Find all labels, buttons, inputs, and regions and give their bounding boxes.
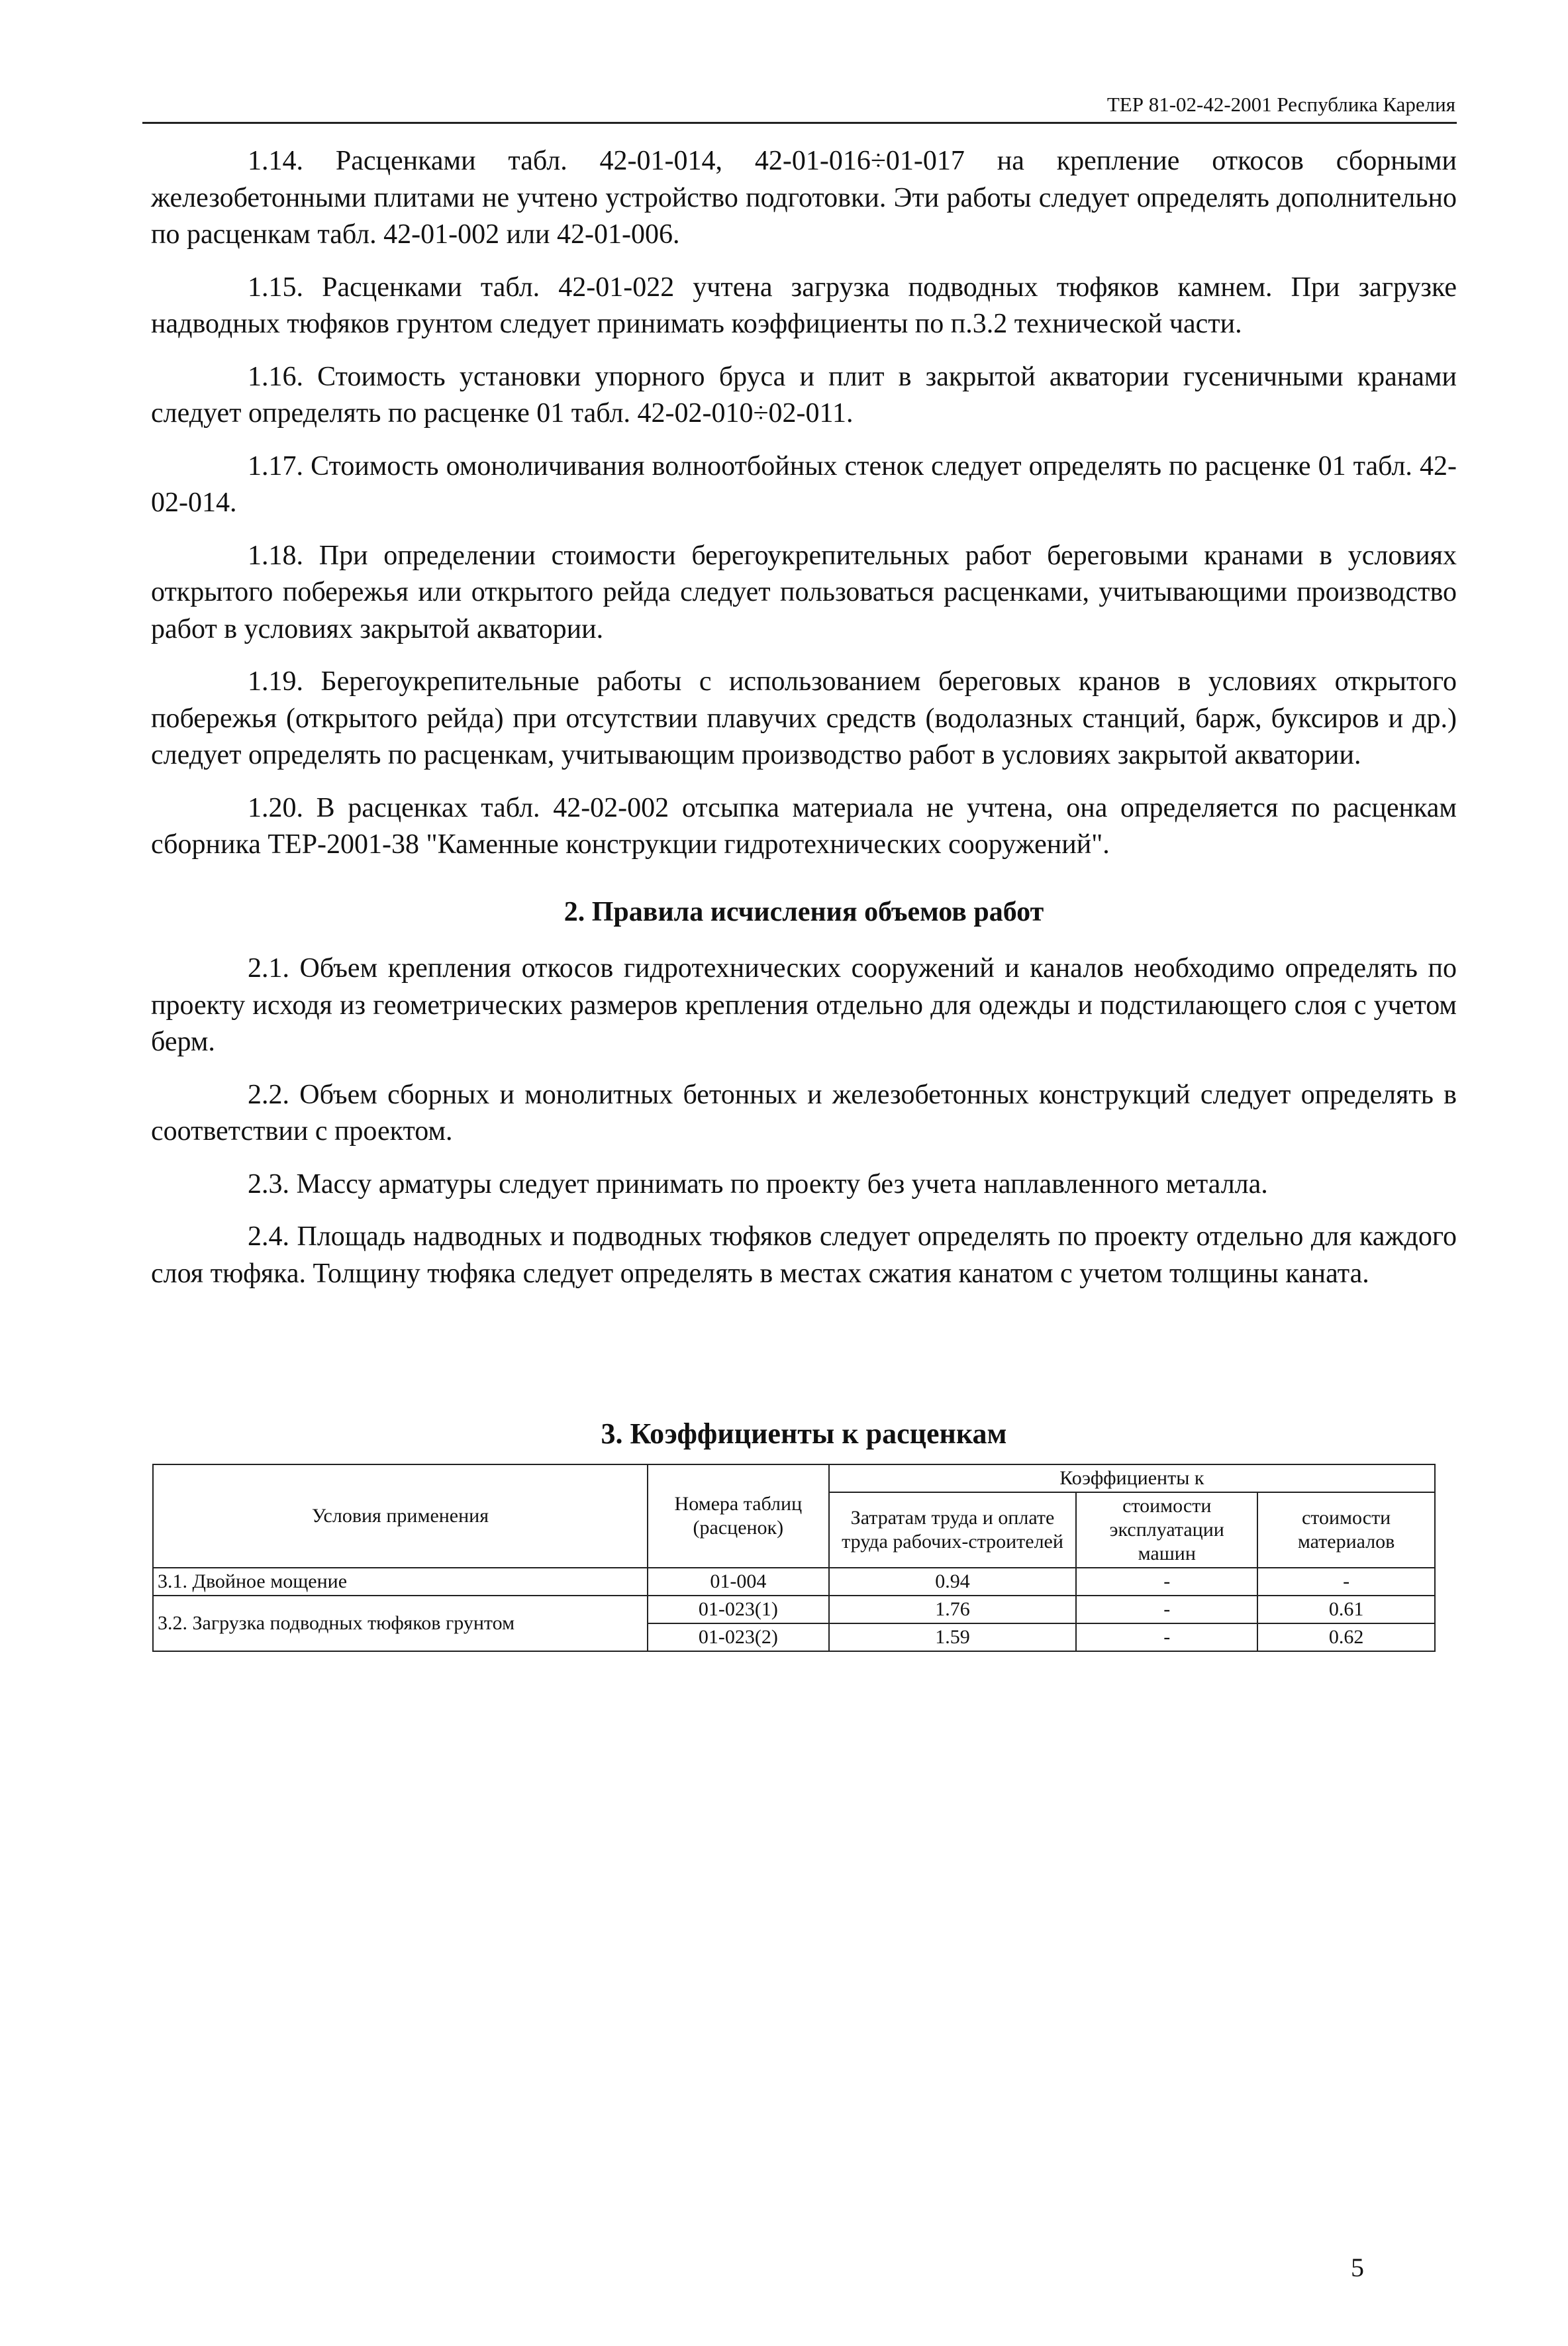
row2a-table-no: 01-023(1) xyxy=(648,1596,829,1623)
header-machines: стоимости эксплуатации машин xyxy=(1076,1492,1257,1568)
page-number: 5 xyxy=(1351,2253,1364,2282)
row1-materials: - xyxy=(1257,1568,1435,1596)
paragraph-2-1: 2.1. Объем крепления откосов гидротехнических сооружений и каналов необходимо определять по проекту исходя из геометрических размеров крепления отдельно для одежды и подстилающего слоя с учетом берм. xyxy=(151,953,1457,1057)
page-header xyxy=(142,78,1457,124)
table-row xyxy=(153,1596,1435,1623)
header-coefficients-group: Коэффициенты к xyxy=(829,1464,1435,1492)
row2a-materials: 0.61 xyxy=(1257,1596,1435,1623)
row1-labor: 0.94 xyxy=(829,1568,1077,1596)
row2-condition: 3.2. Загрузка подводных тюфяков грунтом xyxy=(153,1596,648,1651)
paragraph-1-14: 1.14. Расценками табл. 42-01-014, 42-01-016÷01-017 на крепление откосов сборными железобетонными плитами не учтено устройство подготовки. Эти работы следует определять дополнительно по расценкам табл. 42-01-002 или 42-01-006. xyxy=(151,146,1457,250)
document-code: ТЕР 81-02-42-2001 Республика Карелия xyxy=(1106,93,1455,116)
row2b-table-no: 01-023(2) xyxy=(648,1623,829,1651)
paragraph-1-15: 1.15. Расценками табл. 42-01-022 учтена загрузка подводных тюфяков камнем. При загрузке надводных тюфяков грунтом следует принимать коэффициенты по п.3.2 технической части. xyxy=(151,272,1457,339)
section-2-heading: 2. Правила исчисления объемов работ xyxy=(564,896,1044,927)
paragraph-2-4: 2.4. Площадь надводных и подводных тюфяков следует определять по проекту отдельно для каждого слоя тюфяка. Толщину тюфяка следует определять в местах сжатия канатом с учетом толщины каната. xyxy=(151,1221,1457,1289)
row1-table-no: 01-004 xyxy=(648,1568,829,1596)
section-3-heading: 3. Коэффициенты к расценкам xyxy=(601,1417,1007,1450)
header-table-numbers: Номера таблиц (расценок) xyxy=(648,1464,829,1568)
coefficients-table xyxy=(152,1464,1436,1652)
row2b-materials: 0.62 xyxy=(1257,1623,1435,1651)
row2b-machines: - xyxy=(1076,1623,1257,1651)
paragraph-1-18: 1.18. При определении стоимости берегоукрепительных работ береговыми кранами в условиях открытого побережья или открытого рейда следует пользоваться расценками, учитывающими производство работ в условиях закрытой акватории. xyxy=(151,540,1457,644)
paragraph-2-3: 2.3. Массу арматуры следует принимать по проекту без учета наплавленного металла. xyxy=(248,1168,1268,1199)
paragraph-1-16: 1.16. Стоимость установки упорного бруса и плит в закрытой акватории гусеничными кранами следует определять по расценке 01 табл. 42-02-010÷02-011. xyxy=(151,361,1457,429)
row2b-labor: 1.59 xyxy=(829,1623,1077,1651)
row2a-machines: - xyxy=(1076,1596,1257,1623)
paragraph-2-2: 2.2. Объем сборных и монолитных бетонных и железобетонных конструкций следует определять в соответствии с проектом. xyxy=(151,1079,1457,1147)
header-labor: Затратам труда и оплате труда рабочих-строителей xyxy=(829,1492,1077,1568)
paragraph-1-20: 1.20. В расценках табл. 42-02-002 отсыпка материала не учтена, она определяется по расценкам сборника ТЕР-2001-38 "Каменные конструкции гидротехнических сооружений". xyxy=(151,792,1457,860)
table-header-row xyxy=(153,1464,1435,1492)
row1-condition: 3.1. Двойное мощение xyxy=(153,1568,648,1596)
table-row xyxy=(153,1568,1435,1596)
row2a-labor: 1.76 xyxy=(829,1596,1077,1623)
paragraph-1-19: 1.19. Берегоукрепительные работы с использованием береговых кранов в условиях открытого побережья (открытого рейда) при отсутствии плавучих средств (водолазных станций, барж, буксиров и др.) следует определять по расценкам, учитывающим производство работ в условиях закрытой акватории. xyxy=(151,666,1457,770)
row1-machines: - xyxy=(1076,1568,1257,1596)
paragraph-1-17: 1.17. Стоимость омоноличивания волноотбойных стенок следует определять по расценке 01 табл. 42-02-014. xyxy=(151,450,1457,518)
header-conditions: Условия применения xyxy=(153,1464,648,1568)
header-materials: стоимости материалов xyxy=(1257,1492,1435,1568)
page-body xyxy=(151,143,1457,1308)
